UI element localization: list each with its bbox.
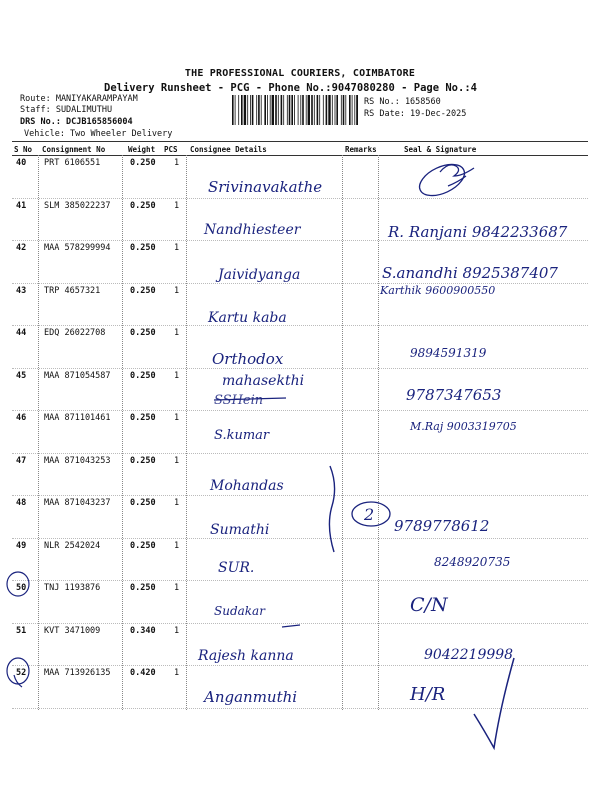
cell-weight: 0.250 [130,158,156,168]
cell-consignment: MAA 871043253 [44,455,111,466]
cell-sno: 51 [16,625,27,636]
cell-consignment: PRT 6106551 [44,158,101,168]
cell-sno: 49 [16,540,27,551]
cell-consignment: TRP 4657321 [44,285,101,296]
cell-weight: 0.250 [130,540,156,551]
seal-signature-handwritten: R. Ranjani 9842233687 [388,223,568,241]
cell-weight: 0.250 [130,455,156,466]
cell-sno: 50 [16,583,27,593]
cell-consignment: KVT 3471009 [44,625,101,636]
cell-weight: 0.250 [130,413,156,423]
col-remarks: Remarks [345,145,377,154]
cell-consignment: SLM 385022237 [44,200,111,211]
cell-pcs: 1 [174,668,180,678]
rs-date: RS Date: 19-Dec-2025 [364,109,467,119]
cell-consignment: MAA 578299994 [44,243,111,253]
cell-sno: 52 [16,668,27,678]
cell-weight: 0.420 [130,668,156,678]
bracket-mark [329,466,334,552]
cell-sno: 42 [16,243,27,253]
seal-signature-handwritten: 9787347653 [406,386,502,404]
col-consignment: Consignment No [42,145,106,154]
seal-signature-handwritten: M.Raj 9003319705 [410,420,517,433]
seal-signature-handwritten: 9894591319 [410,346,487,360]
seal-signature-handwritten: H/R [410,684,446,705]
col-seal: Seal & Signature [404,145,477,154]
cell-sno: 48 [16,498,27,508]
consignee-handwritten: Sumathi [210,522,270,538]
rs-number: RS No.: 1658560 [364,97,441,107]
tick-mark-icon [474,658,514,748]
col-pcs: PCS [164,145,178,154]
seal-signature-handwritten: S.anandhi 8925387407 [382,264,558,282]
consignee-handwritten: Rajesh kanna [198,648,294,664]
svg-text:2: 2 [364,505,375,524]
drs-label: DRS No.: DCJB165856004 [20,117,133,127]
consignee-handwritten: mahasekthi [222,373,305,389]
cell-consignment: NLR 2542024 [44,540,101,551]
seal-signature-handwritten: 8248920735 [434,555,511,569]
cell-sno: 41 [16,200,27,211]
cell-sno: 47 [16,455,27,466]
consignee-handwritten: Srivinavakathe [208,178,323,196]
col-consignee: Consignee Details [190,145,267,154]
cell-sno: 45 [16,370,27,381]
consignee-handwritten: Mohandas [210,478,284,494]
cell-pcs: 1 [174,583,180,593]
route-label: Route: MANIYAKARAMPAYAM [20,94,138,104]
circle-mark-52 [7,658,29,684]
cell-sno: 46 [16,413,27,423]
cell-sno: 40 [16,158,27,168]
vehicle-label: Vehicle: Two Wheeler Delivery [24,129,173,139]
consignee-handwritten: Jaividyanga [218,267,301,283]
cell-pcs: 1 [174,413,180,423]
seal-signature-handwritten: Karthik 9600900550 [380,284,496,297]
consignee-handwritten: Anganmuthi [204,688,298,706]
circle-mark-50 [7,572,29,596]
cell-weight: 0.250 [130,583,156,593]
cell-pcs: 1 [174,498,180,508]
cell-weight: 0.250 [130,243,156,253]
cell-weight: 0.340 [130,625,156,636]
cell-consignment: MAA 871043237 [44,498,111,508]
col-sno: S No [14,145,33,154]
company-title: THE PROFESSIONAL COURIERS, COIMBATORE [184,68,416,79]
cell-weight: 0.250 [130,498,156,508]
svg-text:SSHein: SSHein [214,393,264,408]
seal-signature-handwritten: 9042219998 [424,647,514,663]
cell-pcs: 1 [174,370,180,381]
cell-pcs: 1 [174,158,180,168]
cell-pcs: 1 [174,285,180,296]
cell-pcs: 1 [174,540,180,551]
cell-consignment: TNJ 1193876 [44,583,101,593]
consignee-handwritten: Sudakar [214,604,265,618]
consignee-handwritten: S.kumar [214,428,270,443]
cell-consignment: EDQ 26022708 [44,328,106,338]
cell-weight: 0.250 [130,328,156,338]
staff-label: Staff: SUDALIMUTHU [20,105,113,115]
cell-consignment: MAA 713926135 [44,668,111,678]
cell-pcs: 1 [174,200,180,211]
runsheet-subtitle: Delivery Runsheet - PCG - Phone No.:9047080280 - Page No.:4 [104,82,477,94]
cell-pcs: 1 [174,625,180,636]
cell-sno: 44 [16,328,27,338]
cell-weight: 0.250 [130,370,156,381]
seal-signature-handwritten: 9789778612 [394,517,490,535]
cell-weight: 0.250 [130,285,156,296]
cell-weight: 0.250 [130,200,156,211]
consignee-handwritten: Kartu kaba [208,310,287,326]
seal-signature-handwritten: C/N [410,594,448,616]
cell-sno: 43 [16,285,27,296]
cell-pcs: 1 [174,328,180,338]
consignee-handwritten: SUR. [218,560,255,576]
cell-consignment: MAA 871054587 [44,370,111,381]
col-weight: Weight [128,145,156,154]
cell-pcs: 1 [174,455,180,466]
cell-pcs: 1 [174,243,180,253]
cell-consignment: MAA 871101461 [44,413,111,423]
seal-stamp-icon [415,158,474,202]
consignee-handwritten: Nandhiesteer [204,222,301,238]
consignee-handwritten: Orthodox [212,350,284,368]
